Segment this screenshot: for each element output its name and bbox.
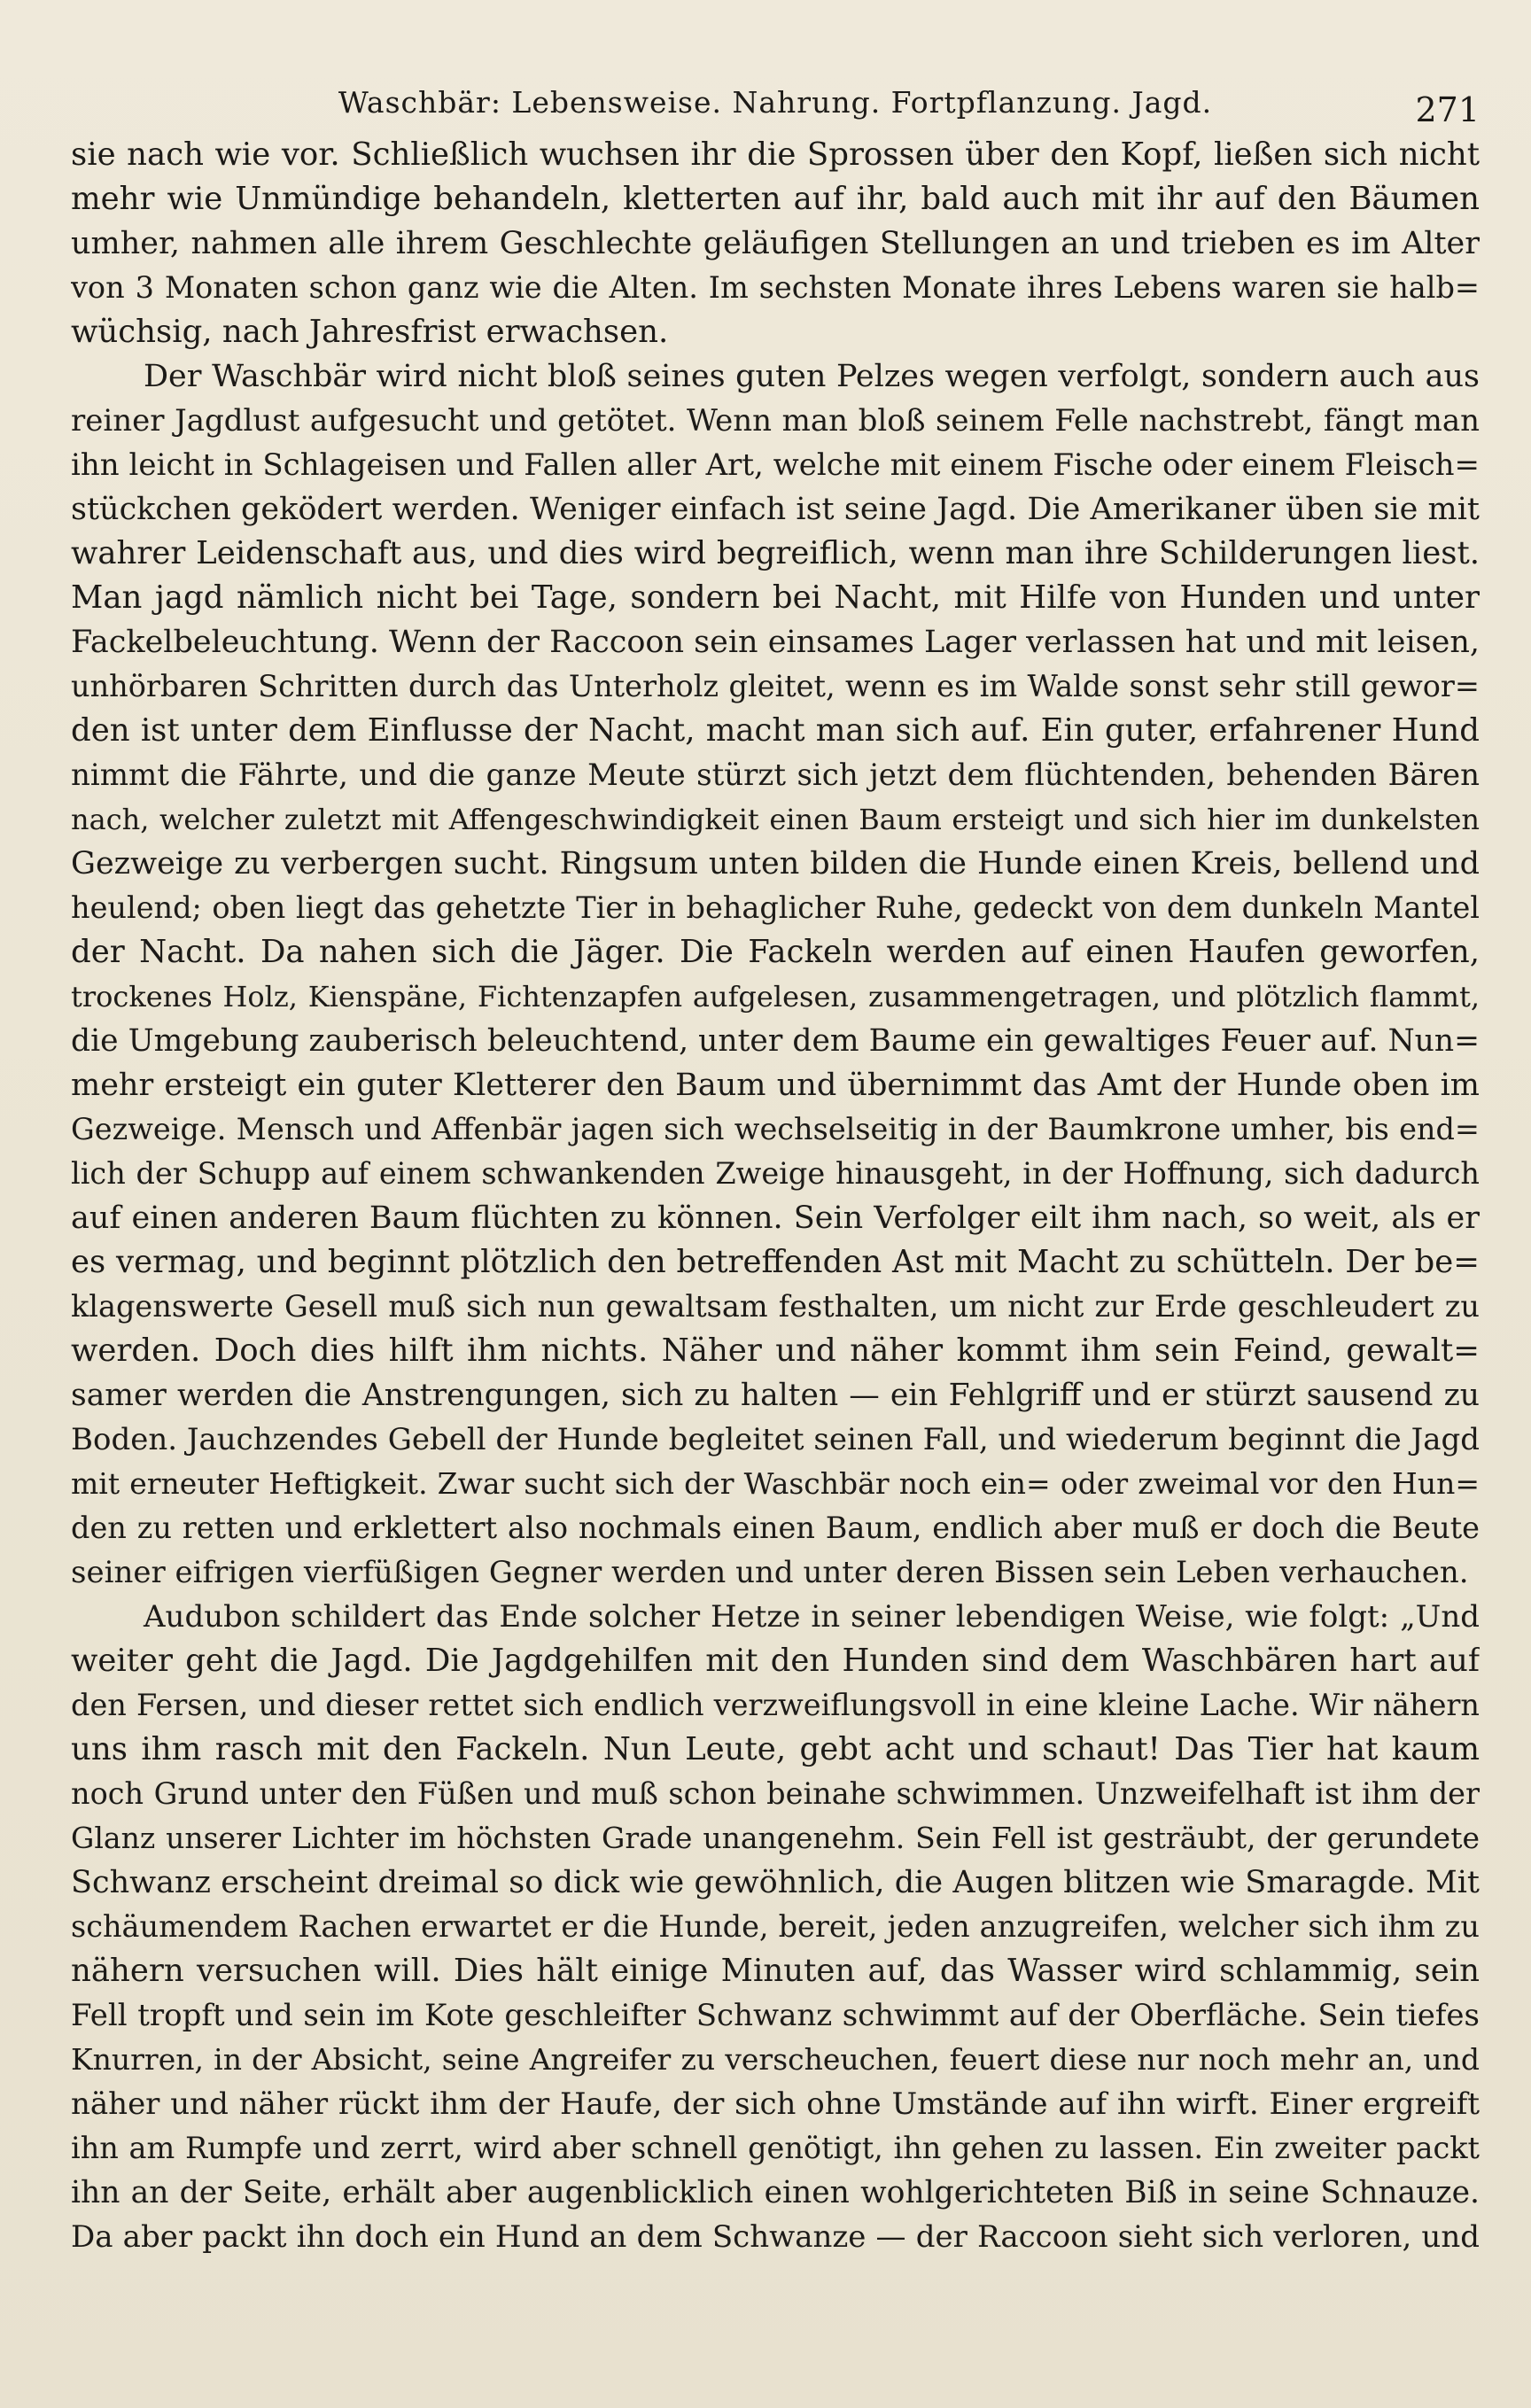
text-line: Boden. Jauchzendes Gebell der Hunde begleitet seinen Fall, und wiederum beginnt die Jagd [71, 1422, 1480, 1457]
text-line: auf einen anderen Baum flüchten zu können. Sein Verfolger eilt ihm nach, so weit, als er [71, 1200, 1480, 1236]
text-line: klagenswerte Gesell muß sich nun gewaltsam festhalten, um nicht zur Erde geschleudert zu [71, 1289, 1480, 1324]
text-line: Audubon schildert das Ende solcher Hetze in seiner lebendigen Weise, wie folgt: „Und [144, 1599, 1480, 1635]
running-head [71, 78, 1480, 131]
text-line: lich der Schupp auf einem schwankenden Zweige hinausgeht, in der Hoffnung, sich dadurch [71, 1156, 1480, 1191]
text-line: reiner Jagdlust aufgesucht und getötet. Wenn man bloß seinem Felle nachstrebt, fängt man [71, 403, 1480, 439]
text-line: der Nacht. Da nahen sich die Jäger. Die Fackeln werden auf einen Haufen geworfen, [71, 934, 1480, 970]
text-line: uns ihm rasch mit den Fackeln. Nun Leute, gebt acht und schaut! Das Tier hat kaum [71, 1731, 1480, 1767]
text-line: wahrer Leidenschaft aus, und dies wird begreiflich, wenn man ihre Schilderungen liest. [71, 535, 1480, 571]
text-line: werden. Doch dies hilft ihm nichts. Näher und näher kommt ihm sein Feind, gewalt= [71, 1332, 1480, 1369]
running-title: Waschbär: Lebensweise. Nahrung. Fortpflanzung. Jagd. [338, 85, 1213, 120]
text-line: weiter geht die Jagd. Die Jagdgehilfen mit den Hunden sind dem Waschbären hart auf [71, 1643, 1480, 1679]
paragraph [71, 354, 1480, 1595]
text-line: Glanz unserer Lichter im höchsten Grade unangenehm. Sein Fell ist gesträubt, der gerundete [71, 1821, 1480, 1855]
text-line: schäumendem Rachen erwartet er die Hunde, bereit, jeden anzugreifen, welcher sich ihm zu [71, 1909, 1480, 1944]
text-line: ihn leicht in Schlageisen und Fallen aller Art, welche mit einem Fische oder einem Fleisch= [71, 447, 1480, 483]
text-line: nähern versuchen will. Dies hält einige Minuten auf, das Wasser wird schlammig, sein [71, 1953, 1480, 1989]
text-line: es vermag, und beginnt plötzlich den betreffenden Ast mit Macht zu schütteln. Der be= [71, 1244, 1480, 1280]
text-line: den zu retten und erklettert also nochmals einen Baum, endlich aber muß er doch die Beute [71, 1511, 1480, 1545]
text-line: umher, nahmen alle ihrem Geschlechte geläufigen Stellungen an und trieben es im Alter [71, 226, 1480, 261]
text-line: Da aber packt ihn doch ein Hund an dem Schwanze — der Raccoon sieht sich verloren, und [71, 2219, 1480, 2255]
text-line: mehr wie Unmündige behandeln, kletterten auf ihr, bald auch mit ihr auf den Bäumen [71, 181, 1480, 217]
text-line: ihn am Rumpfe und zerrt, wird aber schnell genötigt, ihn gehen zu lassen. Ein zweiter packt [71, 2131, 1480, 2165]
text-line: die Umgebung zauberisch beleuchtend, unter dem Baume ein gewaltiges Feuer auf. Nun= [71, 1023, 1480, 1059]
text-line: von 3 Monaten schon ganz wie die Alten. Im sechsten Monate ihres Lebens waren sie halb= [71, 270, 1480, 305]
text-line: den Fersen, und dieser rettet sich endlich verzweiflungsvoll in eine kleine Lache. Wir nähern [71, 1688, 1480, 1722]
page-number: 271 [1415, 90, 1480, 129]
text-line: den ist unter dem Einflusse der Nacht, macht man sich auf. Ein guter, erfahrener Hund [71, 712, 1480, 749]
text-line: Man jagd nämlich nicht bei Tage, sondern bei Nacht, mit Hilfe von Hunden und unter [71, 579, 1480, 616]
text-line: mit erneuter Heftigkeit. Zwar sucht sich der Waschbär noch ein= oder zweimal vor den Hun= [71, 1466, 1480, 1501]
text-line: trockenes Holz, Kienspäne, Fichtenzapfen aufgelesen, zusammengetragen, und plötzlich flammt, [71, 980, 1480, 1014]
text-line: noch Grund unter den Füßen und muß schon beinahe schwimmen. Unzweifelhaft ist ihm der [71, 1776, 1480, 1811]
text-line: Gezweige. Mensch und Affenbär jagen sich wechselseitig in der Baumkrone umher, bis end= [71, 1112, 1480, 1146]
body-text [71, 133, 1480, 2259]
text-line: näher und näher rückt ihm der Haufe, der sich ohne Umstände auf ihn wirft. Einer ergreift [71, 2086, 1480, 2122]
text-line: mehr ersteigt ein guter Kletterer den Baum und übernimmt das Amt der Hunde oben im [71, 1068, 1480, 1103]
text-line: heulend; oben liegt das gehetzte Tier in behaglicher Ruhe, gedeckt von dem dunkeln Mantel [71, 890, 1480, 925]
paragraph [71, 1595, 1480, 2259]
text-line: seiner eifrigen vierfüßigen Gegner werden und unter deren Bissen sein Leben verhauchen. [71, 1555, 1469, 1590]
text-line: Der Waschbär wird nicht bloß seines guten Pelzes wegen verfolgt, sondern auch aus [144, 359, 1480, 394]
text-line: Fell tropft und sein im Kote geschleifter Schwanz schwimmt auf der Oberfläche. Sein tiefes [71, 1998, 1480, 2033]
text-line: stückchen geködert werden. Weniger einfach ist seine Jagd. Die Amerikaner üben sie mit [71, 492, 1480, 527]
text-line: Fackelbeleuchtung. Wenn der Raccoon sein einsames Lager verlassen hat und mit leisen, [71, 625, 1480, 660]
text-line: wüchsig, nach Jahresfrist erwachsen. [71, 314, 669, 350]
text-line: sie nach wie vor. Schließlich wuchsen ihr die Sprossen über den Kopf, ließen sich nicht [71, 136, 1480, 173]
text-line: Schwanz erscheint dreimal so dick wie gewöhnlich, die Augen blitzen wie Smaragde. Mit [71, 1865, 1480, 1900]
text-line: nach, welcher zuletzt mit Affengeschwindigkeit einen Baum ersteigt und sich hier im dunkelsten [71, 803, 1480, 836]
text-line: samer werden die Anstrengungen, sich zu halten — ein Fehlgriff und er stürzt sausend zu [71, 1378, 1480, 1413]
text-line: nimmt die Fährte, und die ganze Meute stürzt sich jetzt dem flüchtenden, behenden Bären [71, 757, 1480, 793]
text-line: Knurren, in der Absicht, seine Angreifer zu verscheuchen, feuert diese nur noch mehr an, und [71, 2042, 1480, 2077]
text-line: ihn an der Seite, erhält aber augenblicklich einen wohlgerichteten Biß in seine Schnauze. [71, 2175, 1480, 2210]
text-line: Gezweige zu verbergen sucht. Ringsum unten bilden die Hunde einen Kreis, bellend und [71, 846, 1480, 882]
paragraph [71, 133, 1480, 354]
text-line: unhörbaren Schritten durch das Unterholz gleitet, wenn es im Walde sonst sehr still gewor= [71, 669, 1480, 703]
